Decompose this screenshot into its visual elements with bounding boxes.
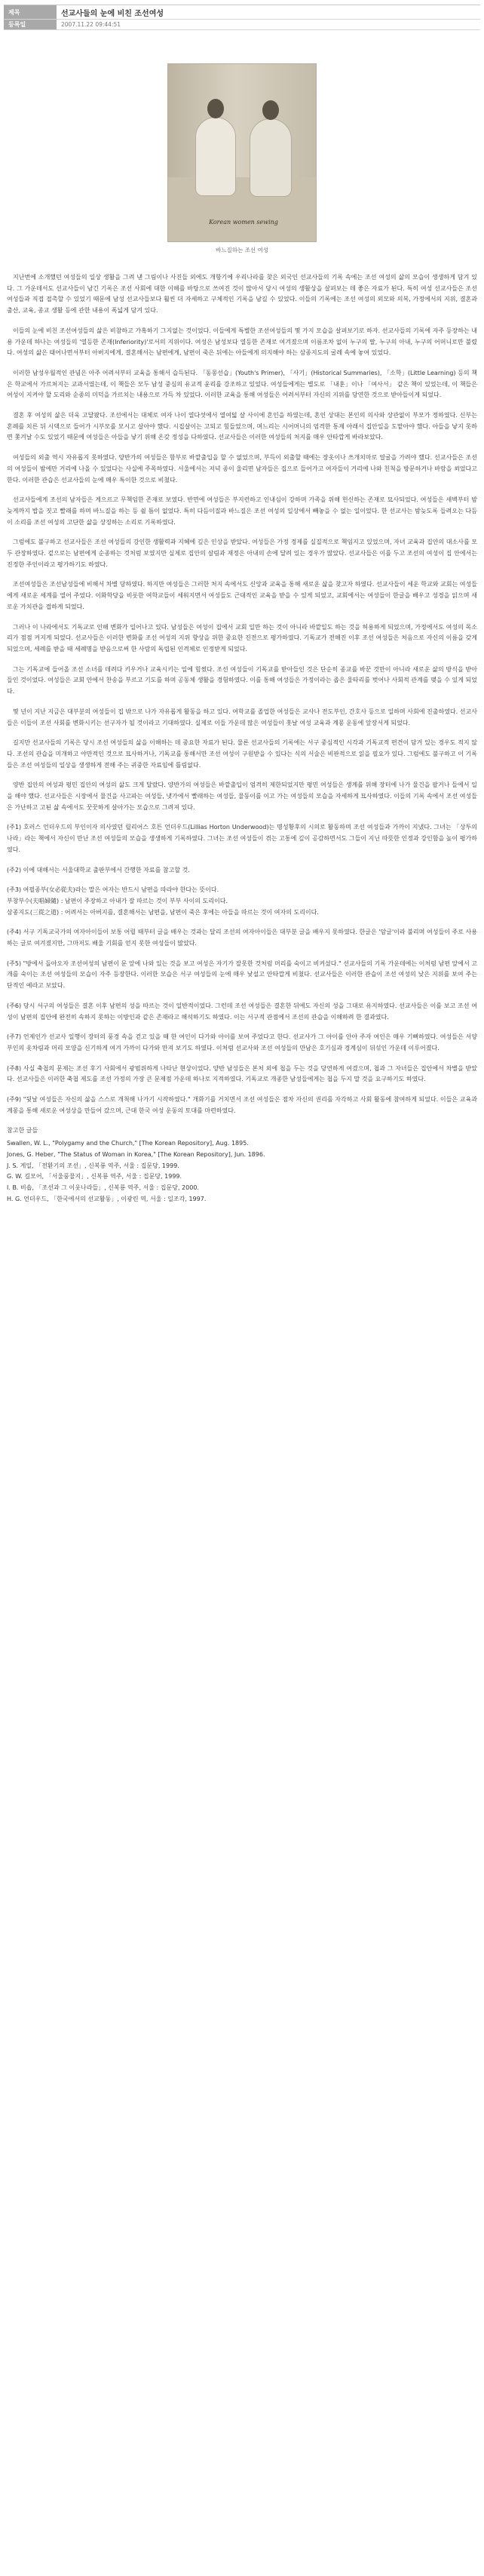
photo-figure bbox=[4, 63, 480, 254]
article-paragraph: 양반 집안의 여성과 평민 집안의 여성의 삶도 크게 달랐다. 양반가의 여성들은 바깥출입이 엄격히 제한되었지만 평민 여성들은 생계를 위해 장터에 나가 물건을 팔거나 들에서 일을 해야 했다. 선교사들은 시장에서 물건을 사고파는 여성들, 냇가에서 빨래하는 여성들, 물동이를 이고 가는 여성들의 모습을 자세하게 묘사하였다. 이들의 기록 속에서 조선 여성들은 가난하고 고된 삶 속에서도 꿋꿋하게 살아가는 모습으로 그려져 있다. bbox=[7, 781, 477, 811]
references bbox=[7, 1125, 477, 1205]
footnote: (주9) "뒷날 여성들은 자신의 삶을 스스로 개척해 나가기 시작하였다." 개화기를 거치면서 조선 여성들은 점차 자신의 권리를 자각하고 사회 활동에 참여하게 되었다. 이들은 교육과 계몽을 통해 새로운 여성상을 만들어 갔으며, 근대 한국 여성 운동의 토대를 마련하였다. bbox=[7, 1096, 477, 1114]
post-date: 2007.11.22 09:44:51 bbox=[61, 21, 121, 28]
reference-item: Swallen, W. L., "Polygamy and the Church," [The Korean Repository], Aug. 1895. bbox=[7, 1140, 249, 1147]
footnote: (주1) 호러스 언더우드의 부인이자 의사였던 릴리어스 호튼 언더우드(Lillias Horton Underwood)는 명성황후의 시의로 활동하며 조선 여성들과 가까이 지냈다. 그녀는 「상투의 나라」라는 책에서 자신이 만난 조선 여성들의 모습을 생생하게 기록하였다. 그녀는 조선 여성들이 겪는 고통에 깊이 공감하면서도 그들이 지닌 따뜻한 인정과 강인함을 높이 평가하였다. bbox=[7, 824, 477, 853]
reference-item: H. G. 언더우드, 「한국에서의 선교활동」, 이광린 역, 서울 : 일조각, 1997. bbox=[7, 1195, 207, 1202]
reference-item: J. S. 게일, 「전환기의 조선」, 신복룡 역주, 서울 : 집문당, 1999. bbox=[7, 1162, 179, 1169]
article-paragraph: 그는 기독교에 들어올 조선 소녀를 데려다 키우거나 교육시키는 일에 힘썼다. 조선 여성들이 기독교를 받아들인 것은 단순히 종교를 바꾼 것만이 아니라 새로운 삶의 방식을 받아들인 것이었다. 여성들은 교회 안에서 찬송을 부르고 기도를 하며 공동체 생활을 경험하였다. 이를 통해 여성들은 가정이라는 좁은 울타리를 벗어나 사회적 관계를 맺을 수 있게 되었다. bbox=[7, 665, 477, 695]
photo-inscription: Korean women sewing bbox=[209, 219, 278, 226]
reference-item: G. W. 길모어, 「서울풍물지」, 신복룡 역주, 서울 : 집문당, 1999. bbox=[7, 1173, 182, 1181]
article-paragraph: 이들의 눈에 비친 조선여성들의 삶은 비참하고 가혹하기 그지없는 것이었다. 이들에게 특별한 조선여성들의 몇 가지 모습을 살펴보기로 하자. 선교사들의 기록에 자주 등장하는 내용 가운데 하나는 여성들의 '열등한 존재(Inferiority)'로서의 지위이다. 여성은 남성보다 열등한 존재로 여겨졌으며 이름조차 없이 누구의 딸, 누구의 아내, 누구의 어머니로만 불렸다. 여성의 삶은 태어나면서부터 아버지에게, 결혼해서는 남편에게, 남편이 죽은 뒤에는 아들에게 의지해야 하는 삼종지도의 굴레 속에 놓여 있었다. bbox=[7, 327, 477, 357]
footnote: (주3) 여필종부(女必從夫)라는 말은 여자는 반드시 남편을 따라야 한다는 뜻이다. 부창부수(夫唱婦隨) : 남편이 주장하고 아내가 잘 따르는 것이 부부 사이의 도리이다. 삼종지도(三從之道) : 어려서는 아버지를, 결혼해서는 남편을, 남편이 죽은 후에는 아들을 따르는 것이 여자의 도리이다. bbox=[7, 886, 319, 916]
footnote: (주8) 사실 축첩의 문제는 조선 후기 사회에서 광범위하게 나타난 현상이었다. 양반 남성들은 본처 외에 첩을 두는 것을 당연하게 여겼으며, 첩과 그 자녀들은 집안에서 차별을 받았다. 선교사들은 이러한 축첩 제도를 조선 가정의 가장 큰 문제점 가운데 하나로 지적하였다. 기독교로 개종한 남성들에게는 첩을 두지 말 것을 요구하기도 하였다. bbox=[7, 1064, 477, 1083]
reference-item: I. B. 비숍, 「조선과 그 이웃나라들」, 신복룡 역주, 서울 : 집문당, 2000. bbox=[7, 1184, 199, 1191]
photo-caption: 바느질하는 조선 여성 bbox=[216, 247, 268, 253]
sewing-women-photo bbox=[167, 63, 317, 242]
footnote: (주7) 언제인가 선교사 일행이 장터의 풍경 속을 걷고 있을 때 한 여인이 다가와 아이를 보여 주었다고 한다. 선교사가 그 아이를 안아 주자 여인은 매우 기뻐하였다. 여성들은 서양 부인의 옷차림과 머리 모양을 신기하게 여겨 가까이 다가와 만져 보기도 하였다. 이처럼 선교사와 조선 여성들의 만남은 호기심과 경계심이 뒤섞인 가운데 이루어졌다. bbox=[7, 1033, 477, 1052]
article-paragraph: 그러나 이 나라에서도 기독교로 인해 변화가 일어나고 있다. 남성들은 여성이 집에서 교회 일만 하는 것이 아니라 바깥일도 하는 것을 허용하게 되었으며, 가정에서도 여성의 목소리가 점점 커지게 되었다. 선교사들은 이러한 변화를 조선 여성의 지위 향상을 위한 중요한 진전으로 평가하였다. 기독교가 전해진 이후 조선 여성들은 처음으로 자신의 이름을 갖게 되었으며, 세례를 받을 때 세례명을 받음으로써 한 사람의 독립된 인격체로 인정받게 되었다. bbox=[7, 623, 477, 652]
footnote: (주4) 서구 기독교국가의 여자아이들이 보통 어릴 때부터 글을 배우는 것과는 달리 조선의 여자아이들은 대부분 글을 배우지 못하였다. 한글은 '암글'이라 불리며 여성들이 주로 사용하는 글로 여겨졌지만, 그마저도 배울 기회를 얻지 못한 여성들이 많았다. bbox=[7, 929, 477, 947]
article-paragraph: 여성들의 외출 역시 자유롭지 못하였다. 양반가의 여성들은 함부로 바깥출입을 할 수 없었으며, 부득이 외출할 때에는 장옷이나 쓰개치마로 얼굴을 가려야 했다. 선교사들은 조선의 여성들이 밤에만 거리에 나올 수 있었다는 사실에 주목하였다. 서울에서는 저녁 종이 울리면 남자들은 집으로 들어가고 여자들이 거리에 나와 친척을 방문하거나 바람을 쐬었다고 한다. 이러한 관습은 선교사들의 눈에 매우 특이한 것으로 비쳤다. bbox=[7, 454, 477, 484]
post-header bbox=[4, 5, 480, 30]
article-paragraph: 결혼 후 여성의 삶은 더욱 고달팠다. 조선에서는 대체로 여자 나이 열다섯에서 열여덟 살 사이에 혼인을 하였는데, 혼인 상대는 본인의 의사와 상관없이 부모가 정하였다. 신부는 혼례를 치른 뒤 시댁으로 들어가 시부모를 모시고 살아야 했다. 시집살이는 고되고 힘들었으며, 며느리는 시어머니의 엄격한 통제 아래서 집안일을 도맡아야 했다. 아들을 낳지 못하면 쫓겨날 수도 있었기 때문에 여성들은 아들을 낳기 위해 온갖 정성을 다하였다. 선교사들은 이러한 여성들의 처지를 매우 안타깝게 바라보았다. bbox=[7, 412, 477, 441]
title-label: 제목 bbox=[4, 5, 57, 19]
date-row bbox=[4, 20, 480, 30]
footnote: (주6) 당시 서구의 여성들은 결혼 이후 남편의 성을 따르는 것이 일반적이었다. 그런데 조선 여성들은 결혼한 뒤에도 자신의 성을 그대로 유지하였다. 선교사들은 이를 보고 조선 여성이 남편의 집안에 완전히 속하지 못하는 이방인과 같은 존재라고 해석하기도 하였다. 이는 서구적 관점에서 조선의 관습을 이해하려 한 결과였다. bbox=[7, 1002, 477, 1021]
article-paragraph: 조선여성들은 조선남성들에 비해서 차별 당하였다. 하지만 여성들은 그러한 처지 속에서도 신앙과 교육을 통해 새로운 삶을 찾고자 하였다. 선교사들이 세운 학교와 교회는 여성들에게 새로운 세계를 열어 주었다. 이화학당을 비롯한 여학교들이 세워지면서 여성들도 근대적인 교육을 받을 수 있게 되었고, 교회에서는 여성들이 한글을 배우고 성경을 읽으며 새로운 가치관을 접하게 되었다. bbox=[7, 581, 477, 610]
references-title: 참고한 글들 bbox=[7, 1127, 38, 1134]
footnote: (주2) 이에 대해서는 서울대학교 출판부에서 간행한 자료를 참고할 것. bbox=[7, 866, 190, 874]
title-row bbox=[4, 5, 480, 20]
article-paragraph: 길지만 선교사들의 기록은 당시 조선 여성들의 삶을 이해하는 데 중요한 자료가 된다. 물론 선교사들의 기록에는 서구 중심적인 시각과 기독교적 편견이 담겨 있는 경우도 적지 않다. 조선의 관습을 미개하고 야만적인 것으로 묘사하거나, 기독교를 통해서만 조선 여성이 구원받을 수 있다는 식의 서술은 비판적으로 읽을 필요가 있다. 그럼에도 불구하고 이 기록들은 조선 여성들의 일상을 생생하게 전해 주는 귀중한 자료임에 틀림없다. bbox=[7, 739, 477, 769]
date-label: 등록일 bbox=[4, 20, 57, 29]
article-paragraph: 몇 년이 지난 지금은 대부분의 여성들이 집 밖으로 나가 자유롭게 활동을 하고 있다. 여학교를 졸업한 여성들은 교사나 전도부인, 간호사 등으로 일하며 사회에 진출하였다. 선교사들은 이들이 조선 사회를 변화시키는 선구자가 될 것이라고 기대하였다. 실제로 이들 가운데 많은 여성들이 훗날 여성 교육과 계몽 운동에 앞장서게 되었다. bbox=[7, 708, 477, 726]
article-body bbox=[4, 272, 480, 1205]
reference-item: Jones, G. Heber, "The Status of Woman in Korea," [The Korean Repository], Jun. 1896. bbox=[7, 1150, 265, 1158]
post-title: 선교사들의 눈에 비친 조선여성 bbox=[61, 9, 164, 18]
footnote: (주5) "방에서 돌아오자 조선여성의 남편이 문 앞에 나와 있는 것을 보고 여성은 자기가 잘못한 것처럼 머리를 숙이고 비켜섰다." 선교사들의 기록 가운데에는 이처럼 남편 앞에서 고개를 숙이는 조선 여성들의 모습이 자주 등장한다. 이러한 모습은 서구 여성들의 눈에 매우 낯설고 안타깝게 비쳤다. 선교사들은 이러한 관습이 조선 여성의 낮은 지위를 보여 주는 단적인 예라고 보았다. bbox=[7, 959, 477, 990]
article-paragraph: 그럼에도 불구하고 선교사들은 조선 여성들의 강인한 생활력과 지혜에 깊은 인상을 받았다. 여성들은 가정 경제를 실질적으로 책임지고 있었으며, 자녀 교육과 집안의 대소사를 모두 관장하였다. 겉으로는 남편에게 순종하는 것처럼 보였지만 실제로 집안의 살림과 재정은 아내의 손에 달려 있는 경우가 많았다. 선교사들은 이를 두고 조선의 여성이 집 안에서는 진정한 주인이라고 평가하기도 하였다. bbox=[7, 539, 477, 568]
article-paragraph: 이러한 남성우월적인 관념은 아주 어려서부터 교육을 통해서 습득된다. 「동몽선습」(Youth's Primer), 「사기」(Historical Summaries), 「소학」(Little Learning) 등의 책은 학교에서 가르쳐지는 교과서였는데, 이 책들은 모두 남성 중심의 유교적 윤리를 강조하고 있었다. 여성들에게는 별도로 「내훈」이나 「여사서」 같은 책이 있었는데, 이 책들은 여성이 지켜야 할 도리와 순종의 미덕을 가르치는 내용으로 가득 차 있었다. 이러한 교육을 통해 여성들은 어려서부터 자신의 지위를 당연한 것으로 받아들이게 되었다. bbox=[7, 369, 477, 399]
article-paragraph: 지난번에 소개했던 여성들의 일상 생활을 그려 낸 그림이나 사진들 외에도 개항기에 우리나라를 찾은 외국인 선교사들의 기록 속에는 조선 여성의 삶의 모습이 생생하게 담겨 있다. 그 가운데서도 선교사들이 남긴 기록은 조선 사회에 대한 이해를 바탕으로 쓰여진 것이 많아서 당시 여성의 생활상을 살펴보는 데 좋은 자료가 된다. 특히 여성 선교사들은 조선 여성들과 직접 접촉할 수 있었기 때문에 남성 선교사들보다 훨씬 더 자세하고 구체적인 기록을 남길 수 있었다. 이들의 기록에는 조선 여성의 외모와 의복, 가정에서의 지위, 결혼과 출산, 교육, 종교 생활 등에 관한 내용이 폭넓게 담겨 있다. bbox=[7, 274, 477, 315]
article-paragraph: 선교사들에게 조선의 남자들은 게으르고 무책임한 존재로 보였다. 반면에 여성들은 부지런하고 인내심이 강하며 가족을 위해 헌신하는 존재로 묘사되었다. 여성들은 새벽부터 밤늦게까지 밥을 짓고 빨래를 하며 바느질을 하는 등 쉴 틈이 없었다. 특히 다듬이질과 바느질은 조선 여성의 일상에서 빼놓을 수 없는 일이었다. 한 선교사는 밤늦도록 들려오는 다듬이 소리를 조선 여성의 고단한 삶을 상징하는 소리로 기록하였다. bbox=[7, 496, 477, 526]
